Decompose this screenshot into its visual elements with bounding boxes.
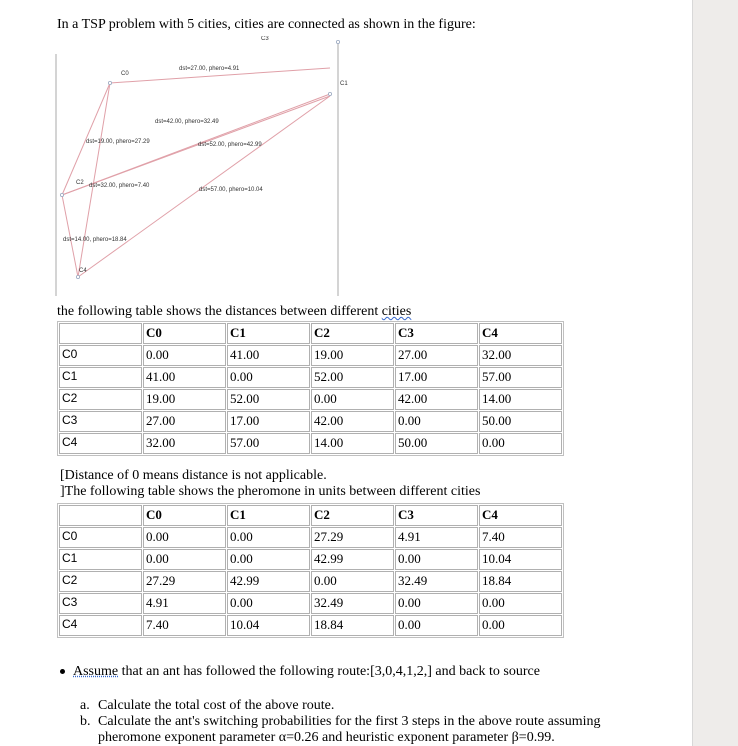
graph-edges bbox=[62, 68, 330, 277]
table-cell: 0.00 bbox=[227, 593, 310, 614]
table-cell: 27.00 bbox=[395, 345, 478, 366]
column-header: C0 bbox=[143, 505, 226, 526]
caption-text: the following table shows the distances between different bbox=[57, 304, 382, 319]
table-cell: 52.00 bbox=[311, 367, 394, 388]
table-cell: 19.00 bbox=[311, 345, 394, 366]
table-cell: 0.00 bbox=[227, 549, 310, 570]
table-cell: 0.00 bbox=[479, 615, 562, 636]
table-header-row bbox=[59, 505, 562, 526]
tsp-graph-figure bbox=[48, 36, 348, 298]
node-label-c1: C1 bbox=[340, 81, 348, 87]
table-cell: 0.00 bbox=[311, 389, 394, 410]
table-row bbox=[59, 549, 562, 570]
pheromone-table bbox=[57, 503, 564, 638]
column-header bbox=[59, 323, 142, 344]
column-header: C1 bbox=[227, 505, 310, 526]
row-header: C4 bbox=[59, 433, 142, 454]
row-header: C2 bbox=[59, 389, 142, 410]
node-label-c0: C0 bbox=[121, 71, 129, 77]
task-bullet bbox=[60, 664, 540, 680]
edge-label-c0-c2: dst=19.00, phero=27.29 bbox=[86, 139, 150, 145]
column-header: C3 bbox=[395, 323, 478, 344]
row-header: C1 bbox=[59, 367, 142, 388]
column-header: C1 bbox=[227, 323, 310, 344]
table-cell: 27.00 bbox=[143, 411, 226, 432]
table-cell: 0.00 bbox=[479, 433, 562, 454]
table-cell: 50.00 bbox=[479, 411, 562, 432]
table-row bbox=[59, 527, 562, 548]
column-header: C4 bbox=[479, 323, 562, 344]
table-cell: 7.40 bbox=[143, 615, 226, 636]
caption-cities-word: cities bbox=[381, 304, 412, 319]
table-row bbox=[59, 411, 562, 432]
note-line-1: [Distance of 0 means distance is not applicable. bbox=[60, 468, 327, 483]
table-cell: 50.00 bbox=[395, 433, 478, 454]
table-row bbox=[59, 571, 562, 592]
table-cell: 0.00 bbox=[395, 549, 478, 570]
column-header: C2 bbox=[311, 323, 394, 344]
table-cell: 4.91 bbox=[143, 593, 226, 614]
table-cell: 0.00 bbox=[143, 345, 226, 366]
intro-text: In a TSP problem with 5 cities, cities are connected as shown in the figure: bbox=[57, 17, 476, 32]
row-header: C3 bbox=[59, 593, 142, 614]
node-c0 bbox=[108, 81, 111, 84]
note-line-2: ]The following table shows the pheromone in units between different cities bbox=[60, 484, 481, 499]
table-cell: 32.00 bbox=[479, 345, 562, 366]
edge-label-c2-c3: dst=52.00, phero=42.99 bbox=[198, 142, 262, 148]
column-header bbox=[59, 505, 142, 526]
edge-label-c2-c1: dst=42.00, phero=32.49 bbox=[155, 119, 219, 125]
edge-c2-c3 bbox=[62, 96, 330, 195]
table-cell: 41.00 bbox=[143, 367, 226, 388]
task-item-b-text-2: pheromone exponent parameter α=0.26 and heuristic exponent parameter β=0.99. bbox=[98, 730, 555, 745]
table-cell: 52.00 bbox=[227, 389, 310, 410]
table-cell: 0.00 bbox=[479, 593, 562, 614]
table-cell: 41.00 bbox=[227, 345, 310, 366]
row-header: C1 bbox=[59, 549, 142, 570]
task-item-a-text: Calculate the total cost of the above route. bbox=[98, 698, 335, 713]
edge-label-c2-c4b: dst=14.00, phero=18.84 bbox=[63, 237, 127, 243]
edge-label-c2-c4: dst=32.00, phero=7.40 bbox=[89, 183, 150, 189]
table-cell: 42.00 bbox=[311, 411, 394, 432]
row-header: C4 bbox=[59, 615, 142, 636]
bullet-dot-icon bbox=[60, 669, 65, 674]
table-cell: 14.00 bbox=[479, 389, 562, 410]
bullet-text: that an ant has followed the following route:[3,0,4,1,2,] and back to source bbox=[118, 664, 540, 679]
node-c4 bbox=[76, 275, 79, 278]
table-row bbox=[59, 367, 562, 388]
table-cell: 42.99 bbox=[311, 549, 394, 570]
table-cell: 10.04 bbox=[479, 549, 562, 570]
row-header: C2 bbox=[59, 571, 142, 592]
task-item-b-text: Calculate the ant's switching probabilities for the first 3 steps in the above route assuming bbox=[98, 714, 601, 729]
task-item-a bbox=[80, 698, 334, 714]
table-cell: 14.00 bbox=[311, 433, 394, 454]
table-cell: 17.00 bbox=[395, 367, 478, 388]
table-cell: 0.00 bbox=[143, 549, 226, 570]
edge-label-c4-c1: dst=57.00, phero=10.04 bbox=[199, 187, 263, 193]
table-cell: 27.29 bbox=[311, 527, 394, 548]
row-header: C3 bbox=[59, 411, 142, 432]
table-cell: 0.00 bbox=[143, 527, 226, 548]
column-header: C4 bbox=[479, 505, 562, 526]
table-cell: 10.04 bbox=[227, 615, 310, 636]
node-c1 bbox=[328, 92, 331, 95]
table-cell: 18.84 bbox=[479, 571, 562, 592]
table-cell: 42.00 bbox=[395, 389, 478, 410]
table-cell: 0.00 bbox=[395, 593, 478, 614]
table-cell: 42.99 bbox=[227, 571, 310, 592]
table-cell: 0.00 bbox=[395, 615, 478, 636]
edge-c2-c4 bbox=[62, 195, 78, 277]
table-header-row bbox=[59, 323, 562, 344]
node-label-c2: C2 bbox=[76, 180, 84, 186]
node-label-c4: C4 bbox=[79, 268, 87, 274]
column-header: C2 bbox=[311, 505, 394, 526]
table-cell: 7.40 bbox=[479, 527, 562, 548]
edge-label-c0-c1: dst=27.00, phero=4.91 bbox=[179, 66, 240, 72]
column-header: C3 bbox=[395, 505, 478, 526]
node-label-c3: C3 bbox=[261, 36, 269, 42]
distance-table-caption bbox=[57, 304, 411, 320]
table-row bbox=[59, 433, 562, 454]
table-cell: 27.29 bbox=[143, 571, 226, 592]
table-row bbox=[59, 615, 562, 636]
task-item-b bbox=[80, 714, 601, 730]
table-cell: 17.00 bbox=[227, 411, 310, 432]
distance-table bbox=[57, 321, 564, 456]
table-row bbox=[59, 593, 562, 614]
table-row bbox=[59, 345, 562, 366]
task-item-a-marker: a. bbox=[80, 698, 90, 713]
task-item-b-marker: b. bbox=[80, 714, 91, 729]
table-cell: 0.00 bbox=[227, 367, 310, 388]
table-row bbox=[59, 389, 562, 410]
node-c2 bbox=[60, 193, 63, 196]
row-header: C0 bbox=[59, 345, 142, 366]
table-cell: 57.00 bbox=[479, 367, 562, 388]
task-item-b-continued bbox=[80, 730, 555, 746]
table-cell: 57.00 bbox=[227, 433, 310, 454]
table-cell: 18.84 bbox=[311, 615, 394, 636]
bullet-assume-word: Assume bbox=[73, 664, 119, 679]
table-cell: 32.49 bbox=[395, 571, 478, 592]
table-cell: 0.00 bbox=[311, 571, 394, 592]
table-cell: 19.00 bbox=[143, 389, 226, 410]
table-cell: 4.91 bbox=[395, 527, 478, 548]
table-cell: 0.00 bbox=[227, 527, 310, 548]
table-cell: 32.49 bbox=[311, 593, 394, 614]
table-cell: 32.00 bbox=[143, 433, 226, 454]
row-header: C0 bbox=[59, 527, 142, 548]
node-c3 bbox=[336, 40, 339, 43]
column-header: C0 bbox=[143, 323, 226, 344]
table-cell: 0.00 bbox=[395, 411, 478, 432]
side-pane bbox=[692, 0, 738, 746]
